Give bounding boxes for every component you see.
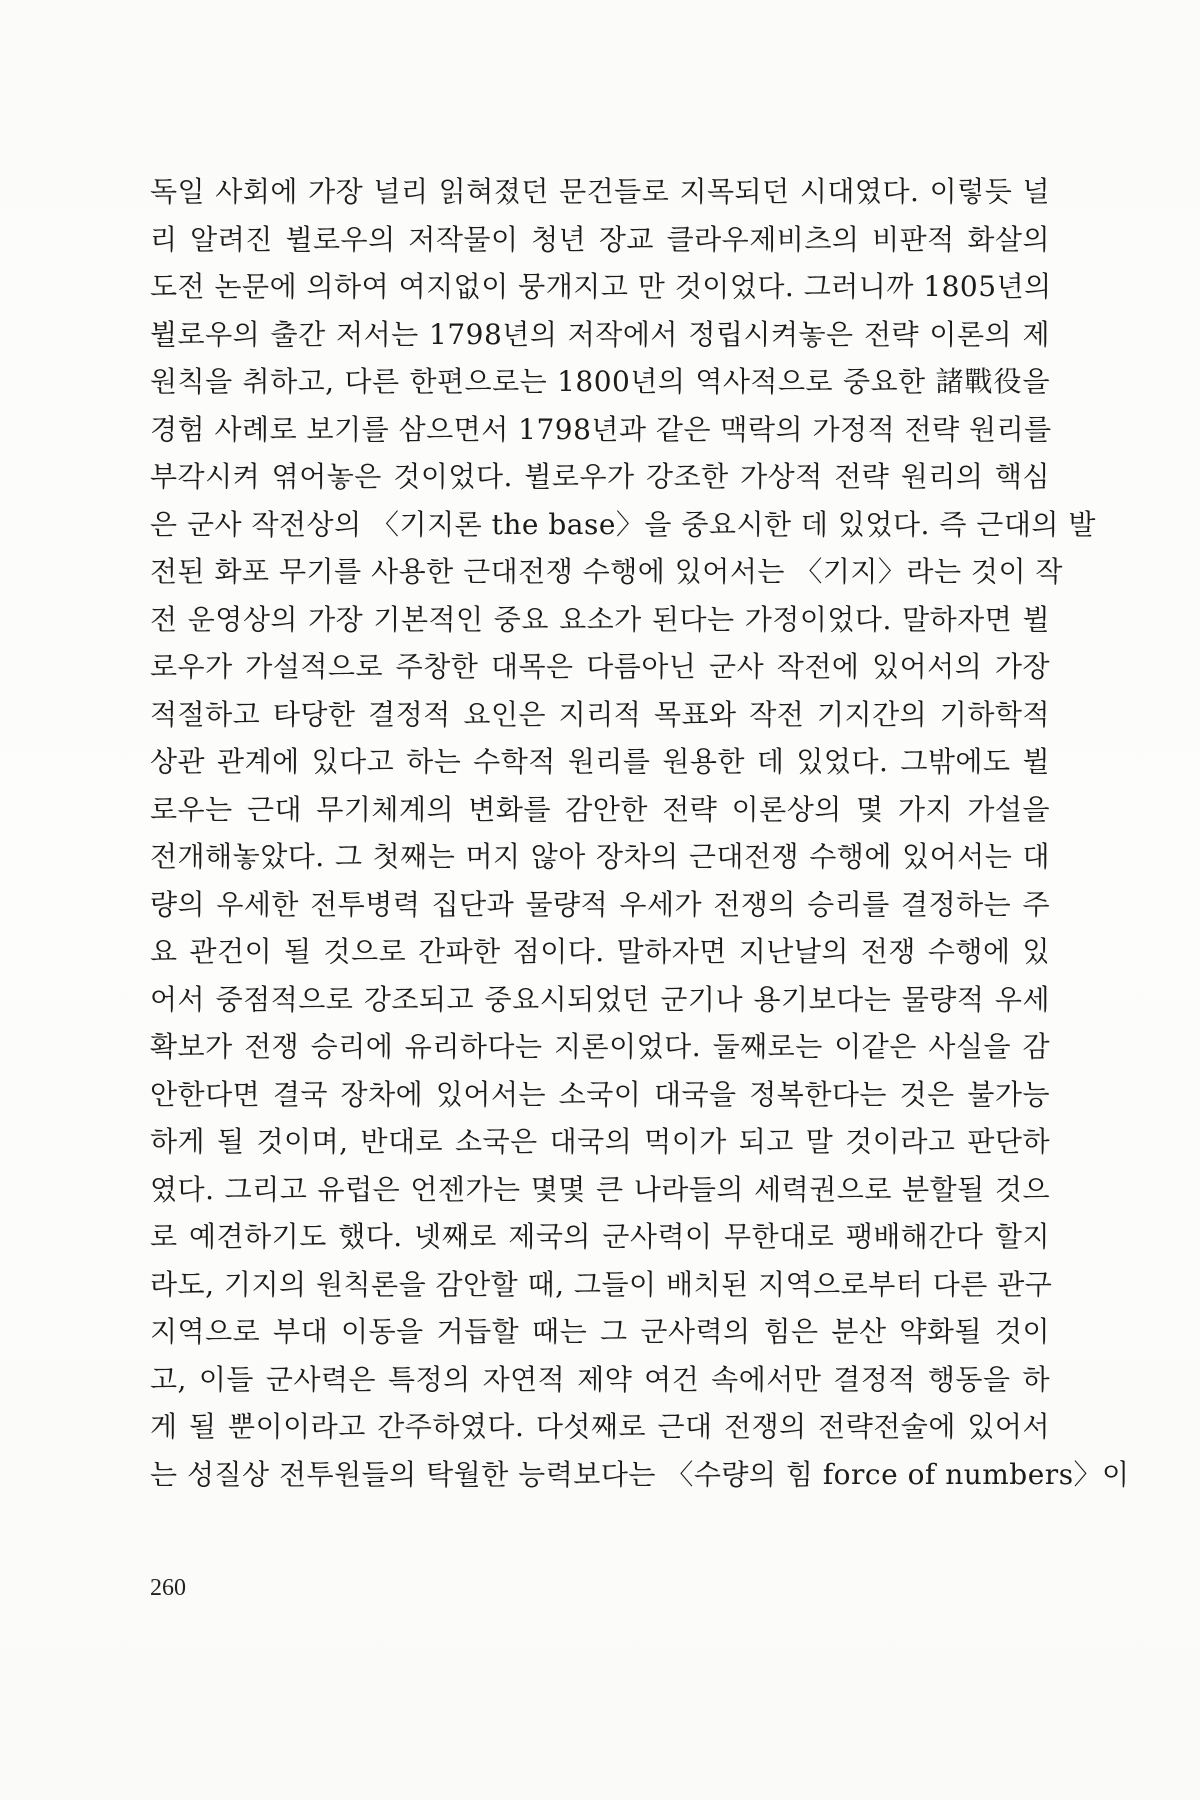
text-line-25: 지역으로 부대 이동을 거듭할 때는 그 군사력의 힘은 분산 약화될 것이	[150, 1315, 1050, 1348]
text-line-19: 확보가 전쟁 승리에 유리하다는 지론이었다. 둘째로는 이같은 사실을 감	[150, 1030, 1050, 1063]
text-line-1: 독일 사회에 가장 널리 읽혀졌던 문건들로 지목되던 시대였다. 이렇듯 널	[150, 175, 1050, 208]
text-line-17: 요 관건이 될 것으로 간파한 점이다. 말하자면 지난날의 전쟁 수행에 있	[150, 935, 1050, 968]
text-line-12: 적절하고 타당한 결정적 요인은 지리적 목표와 작전 기지간의 기하학적	[150, 697, 1050, 731]
text-line-27: 게 될 뿐이이라고 간주하였다. 다섯째로 근대 전쟁의 전략전술에 있어서	[150, 1410, 1050, 1443]
text-line-6: 경험 사례로 보기를 삼으면서 1798년과 같은 맥락의 가정적 전략 원리를	[150, 412, 1052, 446]
text-line-23: 로 예견하기도 했다. 넷째로 제국의 군사력이 무한대로 팽배해간다 할지	[150, 1220, 1050, 1253]
text-line-18: 어서 중점적으로 강조되고 중요시되었던 군기나 용기보다는 물량적 우세	[150, 982, 1050, 1016]
text-line-16: 량의 우세한 전투병력 집단과 물량적 우세가 전쟁의 승리를 결정하는 주	[150, 887, 1050, 921]
text-line-3: 도전 논문에 의하여 여지없이 뭉개지고 만 것이었다. 그러니까 1805년의	[150, 270, 1052, 303]
text-line-7: 부각시켜 엮어놓은 것이었다. 뷜로우가 강조한 가상적 전략 원리의 핵심	[150, 460, 1050, 493]
text-line-9: 전된 화포 무기를 사용한 근대전쟁 수행에 있어서는 〈기지〉라는 것이 작	[150, 555, 1063, 588]
text-line-21: 하게 될 것이며, 반대로 소국은 대국의 먹이가 되고 말 것이라고 판단하	[150, 1125, 1050, 1158]
text-line-5: 원칙을 취하고, 다른 한편으로는 1800년의 역사적으로 중요한 諸戰役을	[150, 365, 1050, 398]
text-line-14: 로우는 근대 무기체계의 변화를 감안한 전략 이론상의 몇 가지 가설을	[150, 792, 1050, 826]
text-line-13: 상관 관계에 있다고 하는 수학적 원리를 원용한 데 있었다. 그밖에도 뷜	[150, 745, 1050, 778]
text-line-26: 고, 이들 군사력은 특정의 자연적 제약 여건 속에서만 결정적 행동을 하	[150, 1362, 1050, 1396]
text-line-8: 은 군사 작전상의 〈기지론 the base〉을 중요시한 데 있었다. 즉 근대의 발	[150, 507, 1096, 541]
text-line-24: 라도, 기지의 원칙론을 감안할 때, 그들이 배치된 지역으로부터 다른 관구	[150, 1267, 1053, 1301]
text-line-22: 였다. 그리고 유럽은 언젠가는 몇몇 큰 나라들의 세력권으로 분할될 것으	[150, 1172, 1050, 1206]
text-line-28: 는 성질상 전투원들의 탁월한 능력보다는 〈수량의 힘 force of numbers〉이	[150, 1457, 1130, 1491]
text-line-20: 안한다면 결국 장차에 있어서는 소국이 대국을 정복한다는 것은 불가능	[150, 1077, 1050, 1111]
text-line-15: 전개해놓았다. 그 첫째는 머지 않아 장차의 근대전쟁 수행에 있어서는 대	[150, 840, 1050, 873]
text-line-10: 전 운영상의 가장 기본적인 중요 요소가 된다는 가정이었다. 말하자면 뷜	[150, 602, 1050, 636]
text-line-4: 뷜로우의 출간 저서는 1798년의 저작에서 정립시켜놓은 전략 이론의 제	[150, 317, 1050, 351]
text-line-2: 리 알려진 뷜로우의 저작물이 청년 장교 클라우제비츠의 비판적 화살의	[150, 222, 1050, 256]
text-line-11: 로우가 가설적으로 주창한 대목은 다름아닌 군사 작전에 있어서의 가장	[150, 650, 1050, 683]
page-number: 260	[150, 1575, 186, 1601]
body-text	[150, 168, 1130, 1498]
